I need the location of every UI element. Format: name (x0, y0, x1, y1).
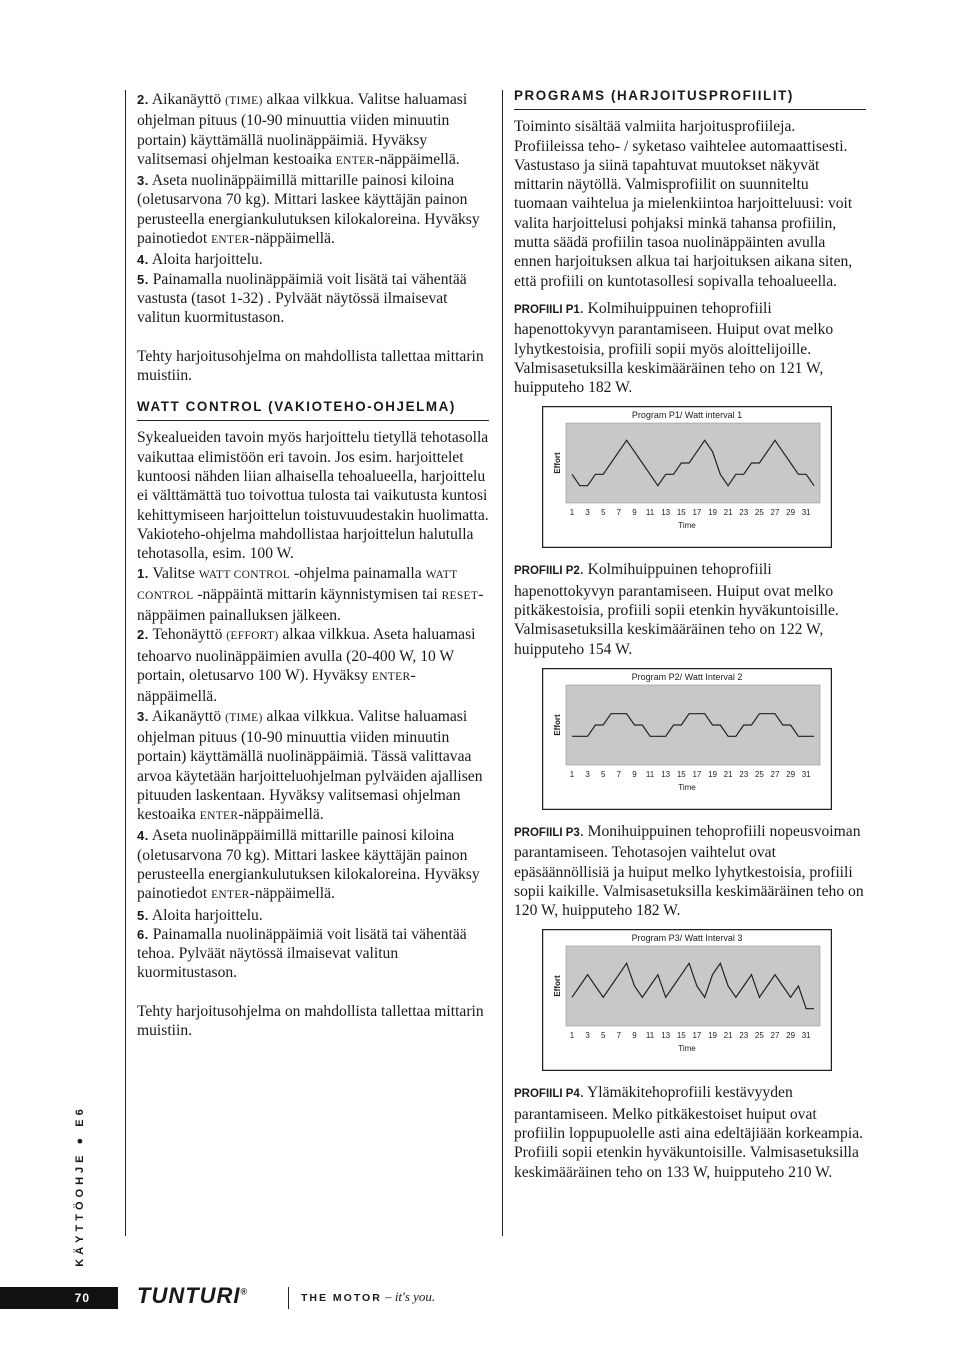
chart-title: Program P1/ Watt interval 1 (631, 410, 743, 421)
x-tick-label: 1 (569, 769, 575, 779)
x-tick-label: 5 (600, 508, 606, 518)
x-tick-label: 13 (661, 508, 671, 518)
chart-p1 (542, 406, 832, 548)
save-note: Tehty harjoitusohjelma on mahdollista tallettaa mittarin muistiin. (137, 347, 484, 384)
plot-area (566, 946, 820, 1026)
x-tick-label: 19 (708, 1031, 717, 1041)
x-tick-label: 3 (585, 769, 590, 779)
x-tick-label: 9 (632, 508, 637, 518)
x-tick-label: 3 (585, 1031, 590, 1041)
x-tick-label: 5 (600, 769, 606, 779)
watt-step-3: 3. Aikanäyttö (TIME) alkaa vilkkua. Valitse haluamasi ohjelman pituus (10-90 minuuttia viiden minuutin portain) käyttämällä nuolinäppäimiä. Tässä valittavaa arvoa käytetään harjoitteluohjelman pylväiden ajallisen pituuden laskentaan. Hyväksy valitsemasi ohjelman kestoaika ENTER-näppäimellä. (137, 707, 483, 824)
step-resistance: 5. Painamalla nuolinäppäimiä voit lisätä tai vähentää vastusta (tasot 1-32) . Pylväät näytössä ilmaisevat valitun kuormitustason. (137, 270, 467, 327)
x-tick-label: 25 (754, 1031, 764, 1041)
profile-p2: PROFIILI P2. Kolmihuippuinen tehoprofiili hapenottokyvyn parantamiseen. Huiput ovat melko pitkäkestoisia, profiili sopii etenkin hyväkuntoisille. Valmisasetuksilla keskimääräinen teho on 122 W, huipputeho 154 W. (514, 561, 839, 658)
x-tick-label: 11 (645, 1031, 655, 1041)
tagline: THE MOTOR – it's you. (301, 1289, 436, 1304)
x-tick-label: 25 (754, 508, 764, 518)
x-tick-label: 23 (739, 1031, 749, 1041)
x-tick-label: 27 (770, 1031, 780, 1041)
x-tick-label: 11 (645, 769, 655, 779)
x-tick-label: 9 (632, 1031, 637, 1041)
x-tick-label: 7 (616, 769, 622, 779)
x-tick-label: 1 (569, 1031, 575, 1041)
column-rule-left (125, 90, 126, 1236)
x-axis-label: Time (678, 1044, 696, 1054)
chart-title: Program P2/ Watt Interval 2 (631, 671, 743, 682)
side-label: KÄYTTÖOHJE ● E6 (74, 1105, 86, 1267)
x-tick-label: 17 (692, 769, 702, 779)
left-column (137, 90, 489, 1040)
column-rule-right (502, 90, 503, 1236)
x-tick-label: 21 (723, 769, 733, 779)
x-tick-label: 15 (676, 508, 686, 518)
x-tick-label: 9 (632, 769, 637, 779)
x-tick-label: 23 (739, 508, 749, 518)
profile-p4: PROFIILI P4. Ylämäkitehoprofiili kestävyyden parantamiseen. Melko pitkäkestoiset huiput ovat profiilin loppupuolelle asti aina edeltäjiään korkeampia. Profiili sopii etenkin hyväkuntoisille. Valmisasetuksilla keskimääräinen teho on 133 W, huipputeho 210 W. (514, 1084, 864, 1181)
x-tick-label: 1 (569, 508, 575, 518)
x-tick-label: 23 (739, 769, 749, 779)
chart-p2 (542, 668, 832, 810)
x-tick-label: 21 (723, 1031, 733, 1041)
x-tick-label: 7 (616, 508, 622, 518)
x-tick-label: 29 (786, 508, 796, 518)
step-time: 2. Aikanäyttö (TIME) alkaa vilkkua. Valitse haluamasi ohjelman pituus (10-90 minuuttia viiden minuutin portain) käyttämällä nuolinäppäimiä. Hyväksy valitsemasi ohjelman kestoaika ENTER-näppäimellä. (137, 91, 468, 168)
x-tick-label: 19 (708, 508, 717, 518)
watt-step-2: 2. Tehonäyttö (EFFORT) alkaa vilkkua. Aseta haluamasi tehoarvo nuolinäppäimien avulla (20-400 W, 10 W portain, oletusarvo 100 W). Hyväksy ENTER-näppäimellä. (137, 626, 476, 706)
profile-p3: PROFIILI P3. Monihuippuinen tehoprofiili nopeusvoiman parantamiseen. Tehotasojen vaihtelut ovat epäsäännöllisiä ja huiput melko lyhytkestoisia, profiili sopii kaikille. Valmisasetuksilla keskimääräinen teho on 120 W, huipputeho 182 W. (514, 822, 864, 920)
x-tick-label: 17 (692, 1031, 702, 1041)
x-tick-label: 7 (616, 1031, 622, 1041)
x-tick-label: 15 (676, 769, 686, 779)
x-tick-label: 31 (801, 769, 811, 779)
x-tick-label: 17 (692, 508, 702, 518)
x-tick-label: 5 (600, 1031, 606, 1041)
x-tick-label: 27 (770, 769, 780, 779)
profile-p1: PROFIILI P1. Kolmihuippuinen tehoprofiili hapenottokyvyn parantamiseen. Huiput ovat melko lyhytkestoisia, profiili sopii myös aloittelijoille. Valmisasetuksilla keskimääräinen teho on 121 W, huipputeho 182 W. (514, 299, 834, 397)
watt-step-4: 4. Aseta nuolinäppäimillä mittarille painosi kiloina (oletusarvona 70 kg). Mittari laskee käyttäjän painon perusteella energiankulutuksen kilokaloreina. Hyväksy painotiedot ENTER-näppäimellä. (137, 827, 480, 903)
step-start: 4. Aloita harjoittelu. (137, 251, 263, 269)
y-axis-label: Effort (553, 975, 562, 998)
chart-title: Program P3/ Watt Interval 3 (631, 933, 743, 944)
x-axis-label: Time (678, 521, 696, 531)
x-axis-label: Time (678, 782, 696, 792)
x-tick-label: 15 (676, 1031, 686, 1041)
x-tick-label: 21 (723, 508, 733, 518)
x-tick-label: 29 (786, 1031, 796, 1041)
y-axis-label: Effort (553, 714, 562, 736)
watt-step-5: 5. Aloita harjoittelu. (137, 906, 263, 924)
save-note-2: Tehty harjoitusohjelma on mahdollista tallettaa mittarin muistiin. (137, 1002, 484, 1040)
x-tick-label: 19 (708, 769, 717, 779)
programs-intro: Toiminto sisältää valmiita harjoitusprofiileja. Profiileissa teho- / syketaso vaihtelee automaattisesti. Vastustaso ja siinä tapahtuvat muutokset näkyvät mittarin näytöllä. Valmisprofiilit on suunniteltu tuomaan vaihtelua ja mielenkiintoa harjoitteluusi: voit valita harjoittelusi pohjaksi minkä tahansa profiilin, mutta säädä profiilin tasoa nuolinäppäinten avulla ennen harjoituksen alkua tai harjoituksen aikana siten, että profiili on kuntotasollesi sopivalla tehoalueella. (514, 118, 853, 290)
y-axis-label: Effort (553, 452, 562, 475)
chart-p3 (542, 929, 832, 1071)
footer-divider (288, 1287, 289, 1309)
brand-logo: TUNTURI® (137, 1283, 249, 1308)
watt-step-1: 1. Valitse WATT CONTROL -ohjelma painamalla WATT CONTROL -näppäintä mittarin käynnistymisen tai RESET-näppäimen painalluksen jälkeen. (137, 564, 484, 625)
x-tick-label: 25 (754, 769, 764, 779)
section-heading-programs: PROGRAMS (HARJOITUSPROFIILIT) (514, 86, 866, 110)
x-tick-label: 11 (645, 508, 655, 518)
plot-area (566, 423, 820, 503)
page-number: 70 (74, 1291, 90, 1305)
x-tick-label: 31 (801, 1031, 811, 1041)
plot-area (566, 685, 820, 765)
x-tick-label: 3 (585, 508, 590, 518)
x-tick-label: 27 (770, 508, 780, 518)
x-tick-label: 13 (661, 1031, 671, 1041)
watt-step-6: 6. Painamalla nuolinäppäimiä voit lisätä tai vähentää tehoa. Pylväät näytössä ilmaisevat valitun kuormitustason. (137, 925, 467, 982)
watt-control-intro: Sykealueiden tavoin myös harjoittelu tietyllä tehotasolla vaikuttaa elimistöön eri tavoin. Jos esim. harjoittelet kuntoosi nähden liian alhaisella tehoalueella, harjoittelu ei välttämättä tuo toivottua tulosta tai vaikutusta kuntosi kehittymiseen harjoittelun toistuvuudestakin huolimatta. Vakioteho-ohjelma mahdollistaa harjoittelun halutulla tehotasolla, esim. 100 W. (137, 429, 489, 563)
x-tick-label: 31 (801, 508, 811, 518)
x-tick-label: 13 (661, 769, 671, 779)
section-heading-watt-control: WATT CONTROL (VAKIOTEHO-OHJELMA) (137, 397, 489, 421)
right-column (514, 86, 866, 1182)
x-tick-label: 29 (786, 769, 796, 779)
step-weight: 3. Aseta nuolinäppäimillä mittarille painosi kiloina (oletusarvona 70 kg). Mittari laskee käyttäjän painon perusteella energiankulutuksen kilokaloreina. Hyväksy painotiedot ENTER-näppäimellä. (137, 172, 480, 248)
